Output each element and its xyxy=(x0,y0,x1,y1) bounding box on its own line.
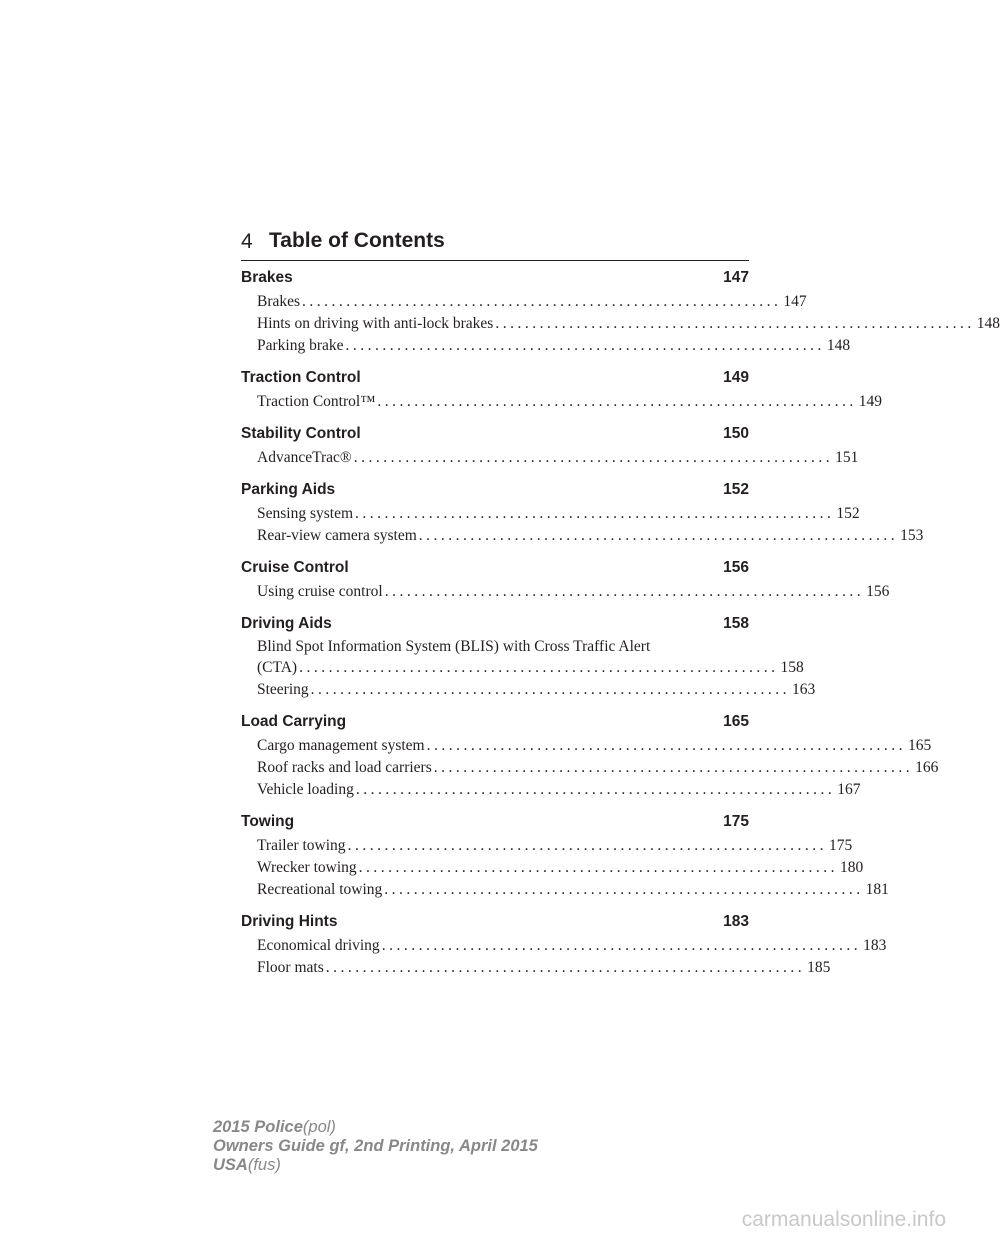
toc-entry[interactable] xyxy=(241,637,804,679)
dot-leader: ................................................................. xyxy=(426,737,906,754)
toc-section-heading[interactable] xyxy=(241,812,749,832)
entry-label-line1: Blind Spot Information System (BLIS) with Cross Traffic Alert xyxy=(257,638,651,655)
footer-line-2: Owners Guide gf, 2nd Printing, April 2015 xyxy=(213,1137,538,1155)
entry-label: Rear-view camera system xyxy=(257,527,417,544)
entry-page: 156 xyxy=(866,583,890,600)
dot-leader: ................................................................. xyxy=(355,505,835,522)
section-page: 150 xyxy=(723,425,749,442)
dot-leader: ................................................................. xyxy=(345,337,825,354)
entry-row xyxy=(257,335,851,357)
entry-row xyxy=(257,835,853,857)
dot-leader: ................................................................. xyxy=(384,583,865,600)
entry-row xyxy=(257,779,861,801)
entry-page: 152 xyxy=(836,505,860,522)
entry-row xyxy=(257,291,807,313)
section-title: Cruise Control xyxy=(241,559,349,576)
entry-row xyxy=(257,957,831,979)
entry-row xyxy=(257,503,860,525)
toc-section xyxy=(241,424,859,469)
toc-section-heading[interactable] xyxy=(241,480,749,500)
toc-section xyxy=(241,912,887,979)
toc-entry[interactable] xyxy=(241,581,890,603)
toc-section xyxy=(241,558,890,603)
entry-page: 167 xyxy=(837,781,861,798)
entry-row xyxy=(257,313,1000,335)
entry-label: Steering xyxy=(257,681,309,698)
table-of-contents xyxy=(241,268,1000,990)
dot-leader: ................................................................. xyxy=(418,527,899,544)
entry-row xyxy=(257,935,887,957)
entry-page: 163 xyxy=(792,681,816,698)
toc-entry[interactable] xyxy=(241,335,851,357)
dot-leader: ................................................................. xyxy=(381,937,862,954)
toc-section xyxy=(241,368,883,413)
toc-section-heading[interactable] xyxy=(241,712,749,732)
dot-leader: ................................................................. xyxy=(358,859,839,876)
entry-label: Cargo management system xyxy=(257,737,425,754)
dot-leader: ................................................................. xyxy=(310,681,791,698)
section-title: Towing xyxy=(241,813,295,830)
toc-entry[interactable] xyxy=(241,935,887,957)
toc-entry[interactable] xyxy=(241,779,861,801)
toc-section-heading[interactable] xyxy=(241,558,749,578)
toc-entry[interactable] xyxy=(241,503,860,525)
dot-leader: ................................................................. xyxy=(433,759,914,776)
entry-row xyxy=(257,391,883,413)
section-title: Parking Aids xyxy=(241,481,336,498)
toc-entry[interactable] xyxy=(241,735,932,757)
entry-page: 149 xyxy=(858,393,883,410)
dot-leader: ................................................................. xyxy=(347,837,827,854)
toc-entry[interactable] xyxy=(241,879,889,901)
toc-section xyxy=(241,268,1000,357)
entry-page: 175 xyxy=(828,837,853,854)
entry-page: 183 xyxy=(863,937,887,954)
entry-label: (CTA) xyxy=(257,659,298,676)
entry-page: 180 xyxy=(840,859,864,876)
toc-entry[interactable] xyxy=(241,391,883,413)
footer-line-1: 2015 Police(pol) xyxy=(213,1118,336,1136)
dot-leader: ................................................................. xyxy=(353,449,834,466)
section-page: 175 xyxy=(723,813,749,830)
section-title: Stability Control xyxy=(241,425,361,442)
dot-leader: ................................................................. xyxy=(325,959,806,976)
section-title: Driving Aids xyxy=(241,615,332,632)
section-title: Brakes xyxy=(241,269,293,286)
page-title: Table of Contents xyxy=(269,229,445,252)
entry-label: Traction Control™ xyxy=(257,393,376,410)
toc-section xyxy=(241,480,924,547)
entry-page: 165 xyxy=(907,737,932,754)
section-page: 147 xyxy=(723,269,749,286)
entry-row xyxy=(257,735,932,757)
entry-label: AdvanceTrac® xyxy=(257,449,352,466)
entry-label: Floor mats xyxy=(257,959,324,976)
section-title: Driving Hints xyxy=(241,913,338,930)
toc-entry[interactable] xyxy=(241,525,924,547)
watermark: carmanualsonline.info xyxy=(741,1208,946,1231)
entry-page: 148 xyxy=(826,337,851,354)
entry-label: Trailer towing xyxy=(257,837,346,854)
dot-leader: ................................................................. xyxy=(355,781,836,798)
section-page: 152 xyxy=(723,481,749,498)
toc-entry[interactable] xyxy=(241,857,864,879)
entry-label: Vehicle loading xyxy=(257,781,354,798)
toc-entry[interactable] xyxy=(241,835,853,857)
entry-page: 153 xyxy=(900,527,924,544)
footer xyxy=(213,1118,538,1175)
section-title: Load Carrying xyxy=(241,713,347,730)
toc-entry[interactable] xyxy=(241,313,1000,335)
entry-label: Brakes xyxy=(257,293,301,310)
entry-label: Economical driving xyxy=(257,937,380,954)
entry-label: Parking brake xyxy=(257,337,344,354)
entry-label: Using cruise control xyxy=(257,583,383,600)
section-page: 183 xyxy=(723,913,749,930)
toc-entry[interactable] xyxy=(241,757,939,779)
entry-page: 166 xyxy=(915,759,939,776)
toc-entry[interactable] xyxy=(241,447,859,469)
entry-page: 158 xyxy=(780,659,804,676)
entry-row xyxy=(257,525,924,547)
toc-section xyxy=(241,712,939,801)
entry-page: 147 xyxy=(783,293,807,310)
entry-page: 185 xyxy=(807,959,831,976)
toc-section-heading[interactable] xyxy=(241,912,749,932)
entry-row xyxy=(257,879,889,901)
dot-leader: ................................................................. xyxy=(302,293,782,310)
page-header xyxy=(241,228,749,261)
section-page: 156 xyxy=(723,559,749,576)
toc-section xyxy=(241,614,816,701)
toc-section-heading[interactable] xyxy=(241,424,749,444)
entry-label: Wrecker towing xyxy=(257,859,357,876)
entry-row xyxy=(257,757,939,779)
dot-leader: ................................................................. xyxy=(384,881,864,898)
section-page: 165 xyxy=(723,713,749,730)
entry-label: Recreational towing xyxy=(257,881,383,898)
section-title: Traction Control xyxy=(241,369,361,386)
entry-row xyxy=(257,857,864,879)
entry-page: 148 xyxy=(976,315,1000,332)
toc-section-heading[interactable] xyxy=(241,368,749,388)
entry-label: Roof racks and load carriers xyxy=(257,759,432,776)
toc-entry[interactable] xyxy=(241,957,831,979)
dot-leader: ................................................................. xyxy=(299,659,779,676)
entry-label: Hints on driving with anti-lock brakes xyxy=(257,315,494,332)
entry-row xyxy=(257,679,816,701)
page-number: 4 xyxy=(241,230,253,253)
entry-row xyxy=(257,447,859,469)
toc-entry[interactable] xyxy=(241,679,816,701)
section-page: 149 xyxy=(723,369,749,386)
toc-entry[interactable] xyxy=(241,291,807,313)
entry-row xyxy=(257,581,890,603)
toc-section-heading[interactable] xyxy=(241,268,749,288)
toc-section xyxy=(241,812,889,901)
toc-section-heading[interactable] xyxy=(241,614,749,634)
entry-label: Sensing system xyxy=(257,505,354,522)
entry-page: 181 xyxy=(865,881,889,898)
dot-leader: ................................................................. xyxy=(377,393,857,410)
footer-line-3: USA(fus) xyxy=(213,1156,281,1174)
entry-row xyxy=(257,657,804,679)
section-page: 158 xyxy=(723,615,749,632)
entry-page: 151 xyxy=(835,449,859,466)
dot-leader: ................................................................. xyxy=(495,315,975,332)
